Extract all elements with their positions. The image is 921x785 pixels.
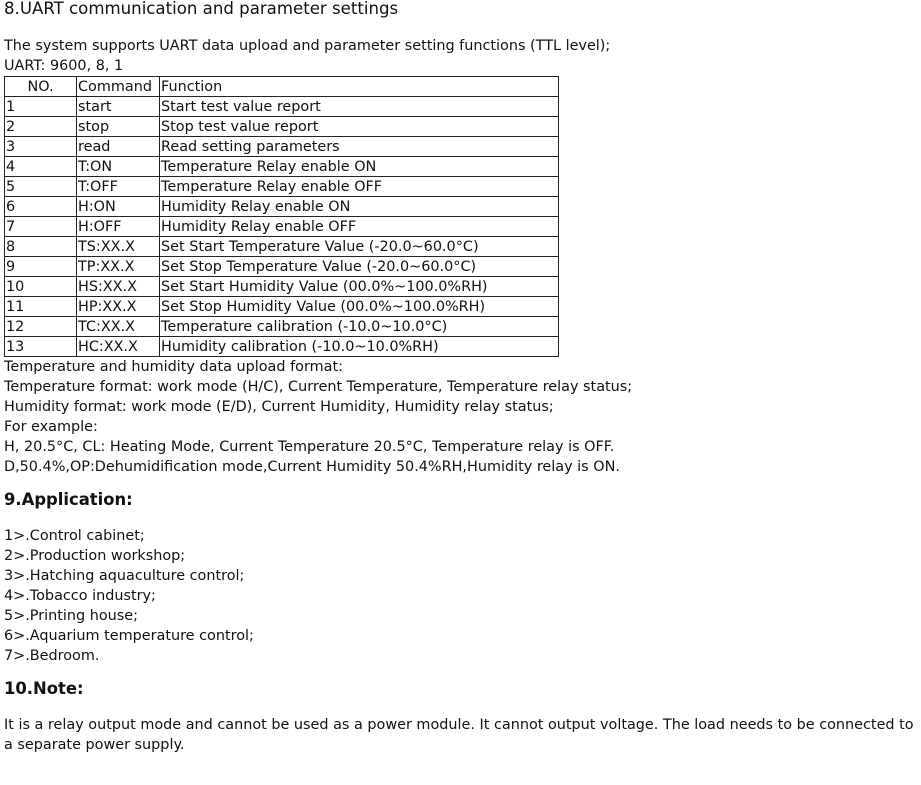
cell-command: HP:XX.X — [77, 297, 160, 317]
cell-command: read — [77, 137, 160, 157]
table-header-no: NO. — [5, 77, 77, 97]
cell-no: 10 — [5, 277, 77, 297]
cell-function: Temperature calibration (-10.0~10.0°C) — [160, 317, 559, 337]
upload-format-block — [4, 357, 919, 477]
cell-function: Start test value report — [160, 97, 559, 117]
section-8-intro-1: The system supports UART data upload and parameter setting functions (TTL level); — [4, 38, 611, 54]
cell-command: T:OFF — [77, 177, 160, 197]
table-row — [5, 297, 559, 317]
cell-function: Set Stop Temperature Value (-20.0~60.0°C) — [160, 257, 559, 277]
table-row — [5, 257, 559, 277]
table-row — [5, 137, 559, 157]
upload-format-line: Humidity format: work mode (E/D), Current Humidity, Humidity relay status; — [4, 399, 554, 415]
cell-no: 13 — [5, 337, 77, 357]
cell-command: T:ON — [77, 157, 160, 177]
application-list — [4, 526, 919, 666]
cell-no: 1 — [5, 97, 77, 117]
list-item: 2>.Production workshop; — [4, 548, 186, 564]
cell-command: stop — [77, 117, 160, 137]
upload-format-line: H, 20.5°C, CL: Heating Mode, Current Temperature 20.5°C, Temperature relay is OFF. — [4, 439, 615, 455]
cell-function: Temperature Relay enable OFF — [160, 177, 559, 197]
section-9-title: 9.Application: — [4, 490, 133, 509]
cell-function: Temperature Relay enable ON — [160, 157, 559, 177]
cell-command: HS:XX.X — [77, 277, 160, 297]
cell-no: 2 — [5, 117, 77, 137]
table-header-function: Function — [160, 77, 559, 97]
cell-no: 12 — [5, 317, 77, 337]
cell-function: Set Start Humidity Value (00.0%~100.0%RH) — [160, 277, 559, 297]
cell-function: Set Stop Humidity Value (00.0%~100.0%RH) — [160, 297, 559, 317]
cell-no: 8 — [5, 237, 77, 257]
table-row — [5, 237, 559, 257]
cell-command: HC:XX.X — [77, 337, 160, 357]
list-item: 7>.Bedroom. — [4, 648, 100, 664]
cell-command: TC:XX.X — [77, 317, 160, 337]
uart-command-table — [4, 76, 559, 357]
note-text: It is a relay output mode and cannot be used as a power module. It cannot output voltage. The load needs to be connected to a separate power supply. — [4, 717, 914, 753]
upload-format-line: D,50.4%,OP:Dehumidification mode,Current Humidity 50.4%RH,Humidity relay is ON. — [4, 459, 620, 475]
table-row — [5, 117, 559, 137]
list-item: 5>.Printing house; — [4, 608, 138, 624]
table-header-row — [5, 77, 559, 97]
cell-command: TP:XX.X — [77, 257, 160, 277]
cell-no: 9 — [5, 257, 77, 277]
list-item: 4>.Tobacco industry; — [4, 588, 156, 604]
table-row — [5, 337, 559, 357]
table-row — [5, 197, 559, 217]
upload-format-line: Temperature format: work mode (H/C), Current Temperature, Temperature relay status; — [4, 379, 633, 395]
table-header-command: Command — [77, 77, 160, 97]
cell-no: 3 — [5, 137, 77, 157]
table-row — [5, 317, 559, 337]
cell-command: start — [77, 97, 160, 117]
list-item: 3>.Hatching aquaculture control; — [4, 568, 245, 584]
cell-no: 11 — [5, 297, 77, 317]
section-8-intro-2: UART: 9600, 8, 1 — [4, 58, 124, 74]
cell-function: Stop test value report — [160, 117, 559, 137]
cell-no: 5 — [5, 177, 77, 197]
cell-command: H:ON — [77, 197, 160, 217]
table-row — [5, 97, 559, 117]
cell-function: Humidity calibration (-10.0~10.0%RH) — [160, 337, 559, 357]
cell-function: Set Start Temperature Value (-20.0~60.0°C) — [160, 237, 559, 257]
section-8-title: 8.UART communication and parameter settings — [4, 0, 399, 18]
document-page — [4, 0, 919, 755]
section-10-title: 10.Note: — [4, 679, 84, 698]
table-row — [5, 177, 559, 197]
upload-format-line: Temperature and humidity data upload format: — [4, 359, 343, 375]
list-item: 1>.Control cabinet; — [4, 528, 145, 544]
cell-command: TS:XX.X — [77, 237, 160, 257]
cell-command: H:OFF — [77, 217, 160, 237]
cell-no: 7 — [5, 217, 77, 237]
table-row — [5, 277, 559, 297]
cell-function: Read setting parameters — [160, 137, 559, 157]
cell-no: 4 — [5, 157, 77, 177]
cell-function: Humidity Relay enable ON — [160, 197, 559, 217]
cell-no: 6 — [5, 197, 77, 217]
table-row — [5, 157, 559, 177]
upload-format-line: For example: — [4, 419, 98, 435]
cell-function: Humidity Relay enable OFF — [160, 217, 559, 237]
table-row — [5, 217, 559, 237]
list-item: 6>.Aquarium temperature control; — [4, 628, 254, 644]
